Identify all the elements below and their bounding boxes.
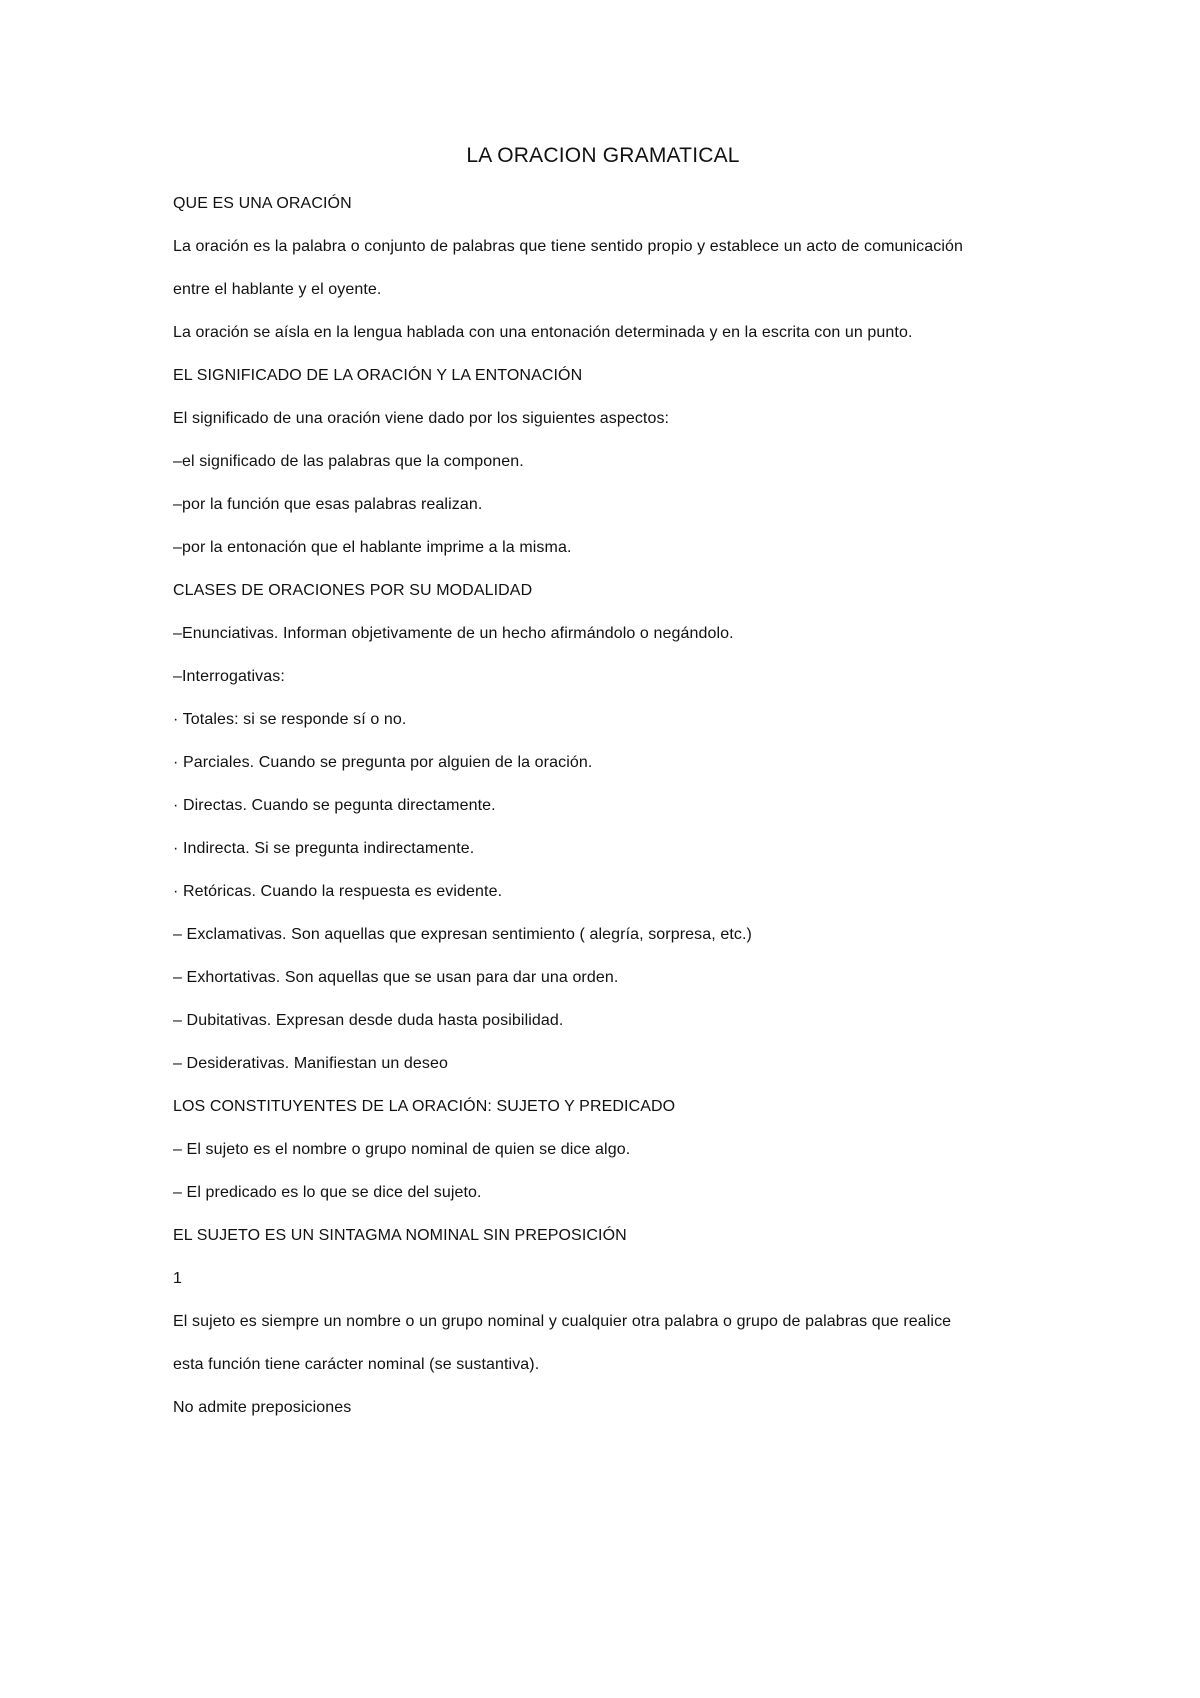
list-item: – Exhortativas. Son aquellas que se usan para dar una orden. xyxy=(173,969,619,986)
paragraph: El sujeto es siempre un nombre o un grupo nominal y cualquier otra palabra o grupo de palabras que realice xyxy=(173,1313,952,1330)
list-item: –Interrogativas: xyxy=(173,668,285,685)
document-title: LA ORACION GRAMATICAL xyxy=(466,144,740,167)
paragraph: El significado de una oración viene dado por los siguientes aspectos: xyxy=(173,410,670,427)
list-item: – Desiderativas. Manifiestan un deseo xyxy=(173,1055,448,1072)
section-heading-sujeto: EL SUJETO ES UN SINTAGMA NOMINAL SIN PREPOSICIÓN xyxy=(173,1227,627,1244)
paragraph: esta función tiene carácter nominal (se sustantiva). xyxy=(173,1356,540,1373)
list-item: –Enunciativas. Informan objetivamente de un hecho afirmándolo o negándolo. xyxy=(173,625,734,642)
paragraph: No admite preposiciones xyxy=(173,1399,352,1416)
list-item: – El sujeto es el nombre o grupo nominal de quien se dice algo. xyxy=(173,1141,631,1158)
list-item: –el significado de las palabras que la componen. xyxy=(173,453,524,470)
page-number: 1 xyxy=(173,1270,182,1287)
list-item: – El predicado es lo que se dice del sujeto. xyxy=(173,1184,482,1201)
list-item: · Totales: si se responde sí o no. xyxy=(173,711,407,728)
section-heading-significado: EL SIGNIFICADO DE LA ORACIÓN Y LA ENTONACIÓN xyxy=(173,367,583,384)
section-heading-que-es: QUE ES UNA ORACIÓN xyxy=(173,195,352,212)
list-item: · Directas. Cuando se pegunta directamente. xyxy=(173,797,496,814)
list-item: · Parciales. Cuando se pregunta por alguien de la oración. xyxy=(173,754,593,771)
list-item: – Exclamativas. Son aquellas que expresan sentimiento ( alegría, sorpresa, etc.) xyxy=(173,926,752,943)
paragraph: La oración es la palabra o conjunto de palabras que tiene sentido propio y establece un acto de comunicación xyxy=(173,238,963,255)
list-item: – Dubitativas. Expresan desde duda hasta posibilidad. xyxy=(173,1012,564,1029)
list-item: –por la función que esas palabras realizan. xyxy=(173,496,483,513)
section-heading-clases: CLASES DE ORACIONES POR SU MODALIDAD xyxy=(173,582,533,599)
paragraph: La oración se aísla en la lengua hablada con una entonación determinada y en la escrita con un punto. xyxy=(173,324,913,341)
paragraph: entre el hablante y el oyente. xyxy=(173,281,382,298)
list-item: –por la entonación que el hablante imprime a la misma. xyxy=(173,539,572,556)
list-item: · Indirecta. Si se pregunta indirectamente. xyxy=(173,840,475,857)
section-heading-constituyentes: LOS CONSTITUYENTES DE LA ORACIÓN: SUJETO Y PREDICADO xyxy=(173,1098,676,1115)
document-body xyxy=(173,142,1033,1439)
list-item: · Retóricas. Cuando la respuesta es evidente. xyxy=(173,883,503,900)
